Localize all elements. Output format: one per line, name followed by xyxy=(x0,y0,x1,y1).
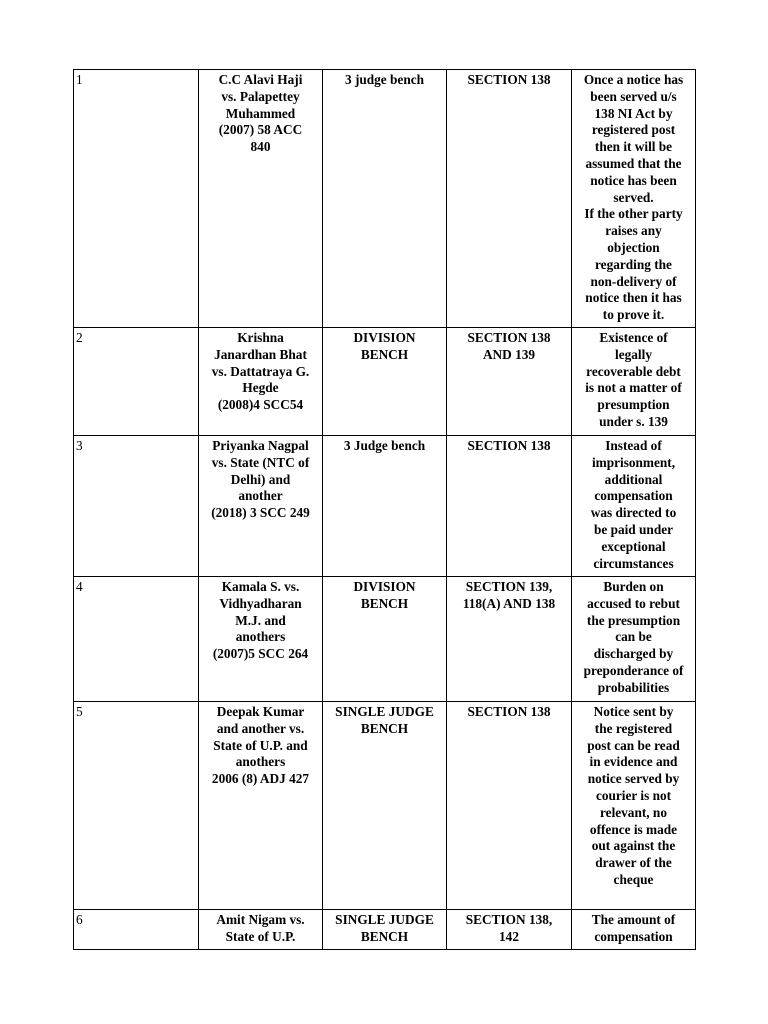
held-line: to prove it. xyxy=(602,307,665,323)
held-line: recoverable debt xyxy=(586,363,681,379)
case-citation-cell xyxy=(199,328,323,436)
held-line: presumption xyxy=(597,397,670,413)
section-line: 118(A) AND 138 xyxy=(462,595,556,611)
held-line: notice then it has xyxy=(585,290,682,306)
section-line: AND 139 xyxy=(482,346,536,362)
held-line: legally xyxy=(615,346,652,362)
held-line: Burden on xyxy=(603,579,664,594)
section-line: SECTION 138 xyxy=(467,72,551,87)
held-line: under s. 139 xyxy=(599,413,668,429)
held-line: non-delivery of xyxy=(590,273,677,289)
case-citation-line: State of U.P. and xyxy=(213,737,308,753)
section-cell xyxy=(447,910,572,950)
section-line: SECTION 138, xyxy=(465,912,553,927)
held-line: relevant, no xyxy=(600,804,667,820)
held-line: notice has been xyxy=(590,172,677,188)
bench-line: DIVISION xyxy=(353,330,416,345)
table-row xyxy=(74,70,696,328)
case-citation-line: Delhi) and xyxy=(230,471,291,487)
held-line: probabilities xyxy=(597,679,670,695)
row-number-cell: 1 xyxy=(74,70,199,328)
case-citation-line: Amit Nigam vs. xyxy=(216,912,305,927)
held-line: discharged by xyxy=(593,646,674,662)
bench-line: BENCH xyxy=(360,720,409,736)
case-citation-line: M.J. and xyxy=(235,612,286,628)
case-citation-line: vs. Palapettey xyxy=(221,88,300,104)
bench-line: BENCH xyxy=(360,928,409,944)
bench-line: SINGLE JUDGE xyxy=(335,912,434,927)
bench-cell xyxy=(323,702,447,910)
section-cell xyxy=(447,328,572,436)
case-citation-line: vs. Dattatraya G. xyxy=(211,363,310,379)
case-citation-line: Janardhan Bhat xyxy=(214,346,307,362)
case-citation-line: Vidhyadharan xyxy=(219,595,302,611)
case-citation-line: (2007)5 SCC 264 xyxy=(212,646,309,662)
bench-line: BENCH xyxy=(360,346,409,362)
bench-line: DIVISION xyxy=(353,579,416,594)
held-line: compensation xyxy=(594,488,673,504)
held-line: exceptional xyxy=(601,538,666,554)
held-line: be paid under xyxy=(593,521,674,537)
case-citation-line: Kamala S. vs. xyxy=(221,579,300,594)
held-line: was directed to xyxy=(590,505,677,521)
held-line: notice served by xyxy=(587,771,680,787)
table-row xyxy=(74,577,696,702)
section-cell xyxy=(447,702,572,910)
bench-line: BENCH xyxy=(360,595,409,611)
held-line: imprisonment, xyxy=(591,454,676,470)
bench-cell xyxy=(323,70,447,328)
section-line: SECTION 138 xyxy=(467,438,551,453)
case-citation-cell xyxy=(199,702,323,910)
held-line: cheque xyxy=(613,871,654,887)
held-line: is not a matter of xyxy=(585,380,682,396)
held-line: Instead of xyxy=(605,438,662,453)
section-line: SECTION 138 xyxy=(467,704,551,719)
table-row xyxy=(74,702,696,910)
held-line: circumstances xyxy=(593,555,674,571)
table-row xyxy=(74,328,696,436)
case-citation-line: (2007) 58 ACC xyxy=(218,122,303,138)
case-citation-line: and another vs. xyxy=(216,720,305,736)
case-citation-line: 840 xyxy=(250,139,271,155)
bench-cell xyxy=(323,436,447,577)
case-citation-line: another xyxy=(238,488,283,504)
held-cell xyxy=(572,577,696,702)
held-line: preponderance of xyxy=(583,662,684,678)
held-line: additional xyxy=(604,471,663,487)
held-line: compensation xyxy=(594,928,673,944)
held-line: raises any xyxy=(605,223,662,239)
case-citation-cell xyxy=(199,910,323,950)
row-number-cell: 3 xyxy=(74,436,199,577)
held-line: objection xyxy=(607,239,660,255)
held-cell xyxy=(572,910,696,950)
case-citation-line: C.C Alavi Haji xyxy=(218,72,303,87)
case-citation-cell xyxy=(199,70,323,328)
bench-cell xyxy=(323,577,447,702)
bench-line: SINGLE JUDGE xyxy=(335,704,434,719)
held-line: post can be read xyxy=(587,737,680,753)
held-cell xyxy=(572,436,696,577)
held-line: courier is not xyxy=(595,787,672,803)
held-cell xyxy=(572,328,696,436)
held-line: the presumption xyxy=(586,612,681,628)
section-cell xyxy=(447,436,572,577)
case-citation-line: Priyanka Nagpal xyxy=(212,438,309,453)
bench-cell xyxy=(323,910,447,950)
table-row xyxy=(74,436,696,577)
row-number-cell: 4 xyxy=(74,577,199,702)
held-line: registered post xyxy=(591,122,676,138)
held-line: Existence of xyxy=(599,330,668,345)
held-line: assumed that the xyxy=(585,155,682,171)
case-citation-line: anothers xyxy=(235,629,286,645)
table-row xyxy=(74,910,696,950)
row-number-cell: 2 xyxy=(74,328,199,436)
case-citation-line: (2008)4 SCC54 xyxy=(217,397,304,413)
section-cell xyxy=(447,577,572,702)
held-line: Once a notice has xyxy=(583,72,684,87)
case-citation-line: State of U.P. xyxy=(225,928,296,944)
held-line: 138 NI Act by xyxy=(594,105,673,121)
case-law-table xyxy=(73,69,696,950)
case-citation-line: Muhammed xyxy=(225,105,296,121)
section-cell xyxy=(447,70,572,328)
held-line: offence is made xyxy=(589,821,678,837)
case-citation-cell xyxy=(199,577,323,702)
row-number-cell: 5 xyxy=(74,702,199,910)
case-citation-line: 2006 (8) ADJ 427 xyxy=(211,771,310,787)
held-line: in evidence and xyxy=(589,754,678,770)
case-citation-line: Hegde xyxy=(242,380,279,396)
case-citation-line: (2018) 3 SCC 249 xyxy=(211,505,310,521)
held-cell xyxy=(572,702,696,910)
held-line: regarding the xyxy=(595,256,672,272)
held-line: If the other party xyxy=(584,206,683,222)
section-line: 142 xyxy=(499,928,519,944)
held-line: out against the xyxy=(591,838,676,854)
bench-line: 3 Judge bench xyxy=(343,438,426,453)
case-citation-line: anothers xyxy=(235,754,286,770)
case-citation-line: vs. State (NTC of xyxy=(211,454,310,470)
held-line: been served u/s xyxy=(590,88,677,104)
held-line: Notice sent by xyxy=(593,704,674,719)
bench-cell xyxy=(323,328,447,436)
bench-line: 3 judge bench xyxy=(344,72,425,87)
held-line: then it will be xyxy=(594,139,673,155)
case-citation-line: Deepak Kumar xyxy=(216,704,305,719)
held-line: served. xyxy=(613,189,654,205)
row-number-cell: 6 xyxy=(74,910,199,950)
case-citation-line: Krishna xyxy=(237,330,284,345)
held-line: drawer of the xyxy=(595,855,672,871)
held-cell xyxy=(572,70,696,328)
held-line: The amount of xyxy=(591,912,676,927)
case-citation-cell xyxy=(199,436,323,577)
section-line: SECTION 138 xyxy=(467,330,551,345)
held-line: accused to rebut xyxy=(587,595,680,611)
held-line: can be xyxy=(615,629,652,645)
held-line: the registered xyxy=(594,720,673,736)
section-line: SECTION 139, xyxy=(465,579,553,594)
